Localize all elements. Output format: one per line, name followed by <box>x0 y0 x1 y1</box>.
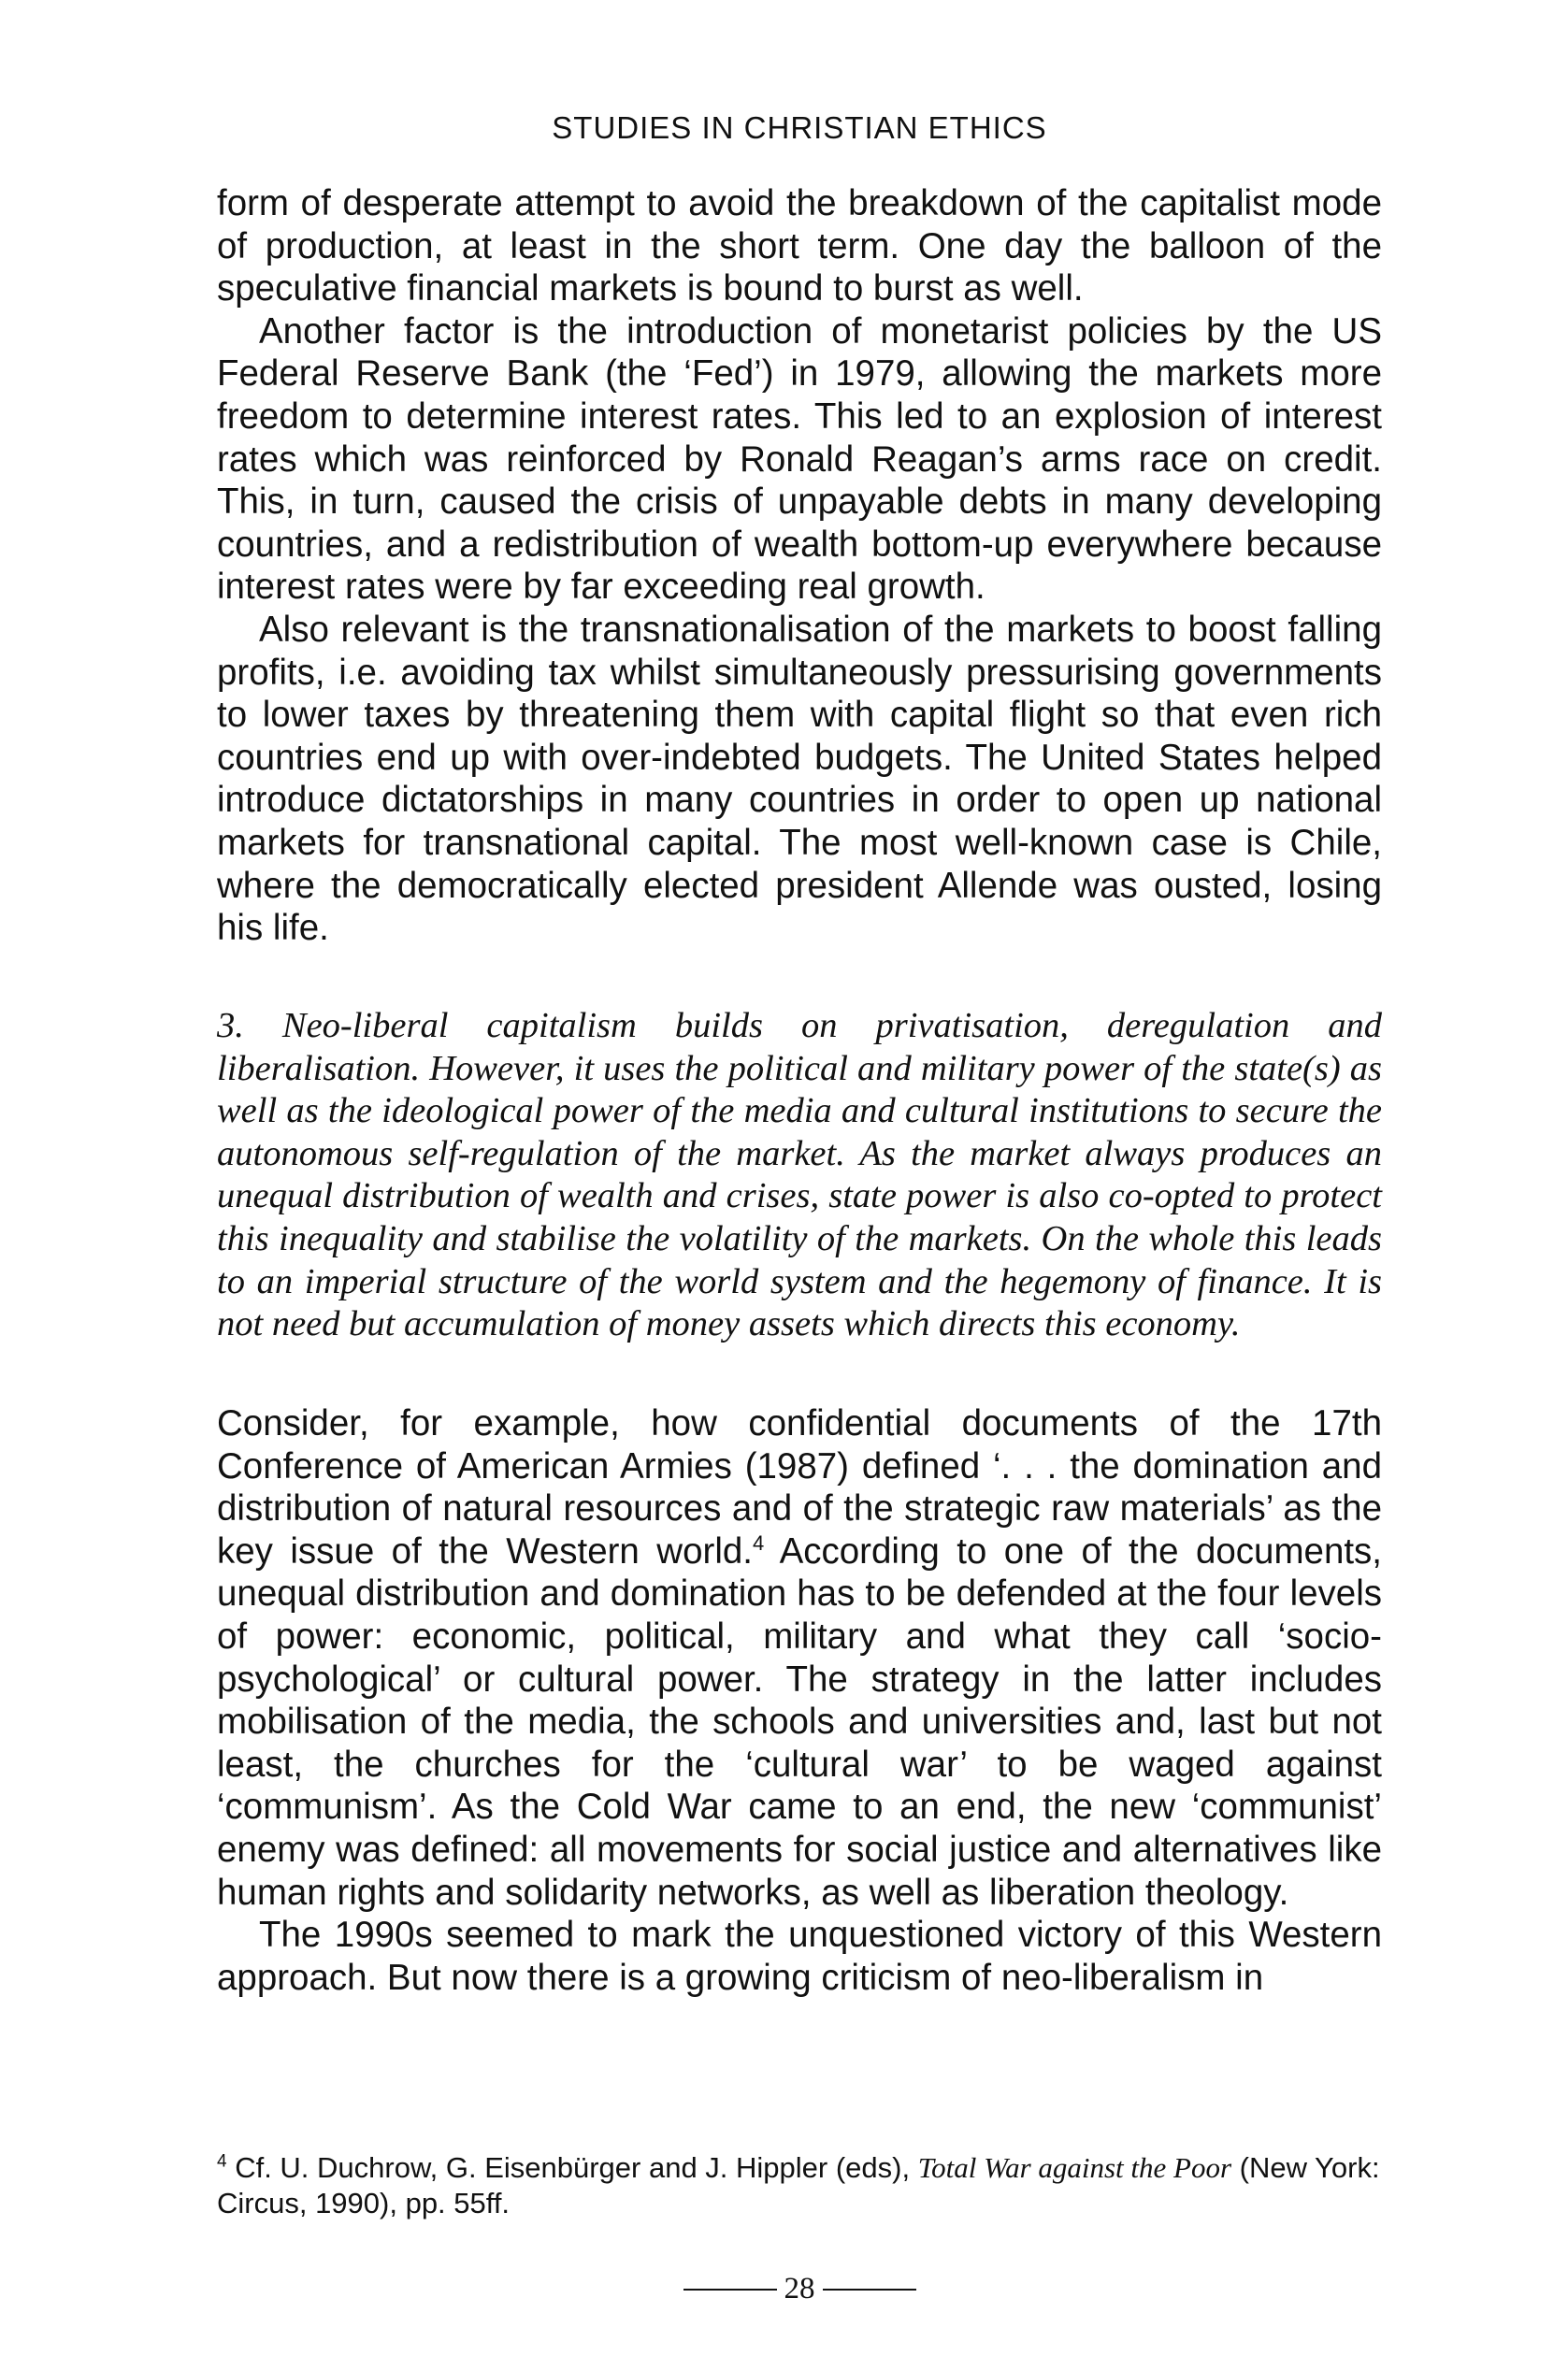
footnote-text: Cf. U. Duchrow, G. Eisenbürger and J. Hippler (eds), <box>226 2151 918 2184</box>
body-text-top <box>217 182 1382 950</box>
body-text-bottom <box>217 1402 1382 1999</box>
page-number: 28 <box>784 2272 815 2305</box>
footnote-text: (New York: Circus, 1990), pp. 55ff. <box>217 2151 1380 2219</box>
footnote-title: Total War against the Poor <box>917 2151 1232 2184</box>
paragraph-text: According to one of the documents, unequal distribution and domination has to be defended at the four levels of power: economic, political, military and what they call ‘socio-psychological’ or cultural power. The strategy in the latter includes mobilisation of the media, the schools and universities and, last but not least, the churches for the ‘cultural war’ to be waged against ‘communism’. As the Cold War came to an end, the new ‘communist’ enemy was defined: all movements for social justice and alternatives like human rights and solidarity networks, as well as liberation theology. <box>217 1530 1382 1913</box>
page-number-block <box>217 2272 1382 2306</box>
footnote-marker: 4 <box>217 2151 227 2172</box>
running-head: STUDIES IN CHRISTIAN ETHICS <box>552 110 1047 145</box>
paragraph: form of desperate attempt to avoid the breakdown of the capitalist mode of production, at least in the short term. One day the balloon of the speculative financial markets is bound to burst as well. <box>217 183 1382 309</box>
footnote-reference: 4 <box>753 1530 765 1555</box>
paragraph: The 1990s seemed to mark the unquestioned victory of this Western approach. But now there is a growing criticism of neo-liberalism in <box>217 1915 1382 1998</box>
page-number-rule-right <box>823 2289 916 2291</box>
section-thesis: 3. Neo-liberal capitalism builds on privatisation, deregulation and liberalisation. However, it uses the political and military power of the state(s) as well as the ideological power of the media and cultural institutions to secure the autonomous self-regulation of the market. As the market always produces an unequal distribution of wealth and crises, state power is also co-opted to protect this inequality and stabilise the volatility of the markets. On the whole this leads to an imperial structure of the world system and the hegemony of finance. It is not need but accumulation of money assets which directs this economy. <box>217 1006 1382 1344</box>
paragraph-text: Consider, for example, how confidential documents of the 17th Conference of American Armies (1987) defined ‘. . . the domination and distribution of natural resources and of the strategic raw materials’ as the key issue of the Western world. <box>217 1403 1382 1572</box>
paragraph <box>217 1402 1382 1914</box>
paragraph: Another factor is the introduction of monetarist policies by the US Federal Reserve Bank (the ‘Fed’) in 1979, allowing the markets more freedom to determine interest rates. This led to an explosion of interest rates which was reinforced by Ronald Reagan’s arms race on credit. This, in turn, caused the crisis of unpayable debts in many developing countries, and a redistribution of wealth bottom-up everywhere because interest rates were by far exceeding real growth. <box>217 310 1382 608</box>
paragraph: Also relevant is the transnationalisation of the markets to boost falling profits, i.e. avoiding tax whilst simultaneously pressurising governments to lower taxes by threatening them with capital flight so that even rich countries end up with over-indebted budgets. The United States helped introduce dictatorships in many countries in order to open up national markets for transnational capital. The most well-known case is Chile, where the democratically elected president Allende was ousted, losing his life. <box>217 609 1382 949</box>
footnote <box>217 2150 1382 2221</box>
page-number-rule-left <box>683 2289 777 2291</box>
